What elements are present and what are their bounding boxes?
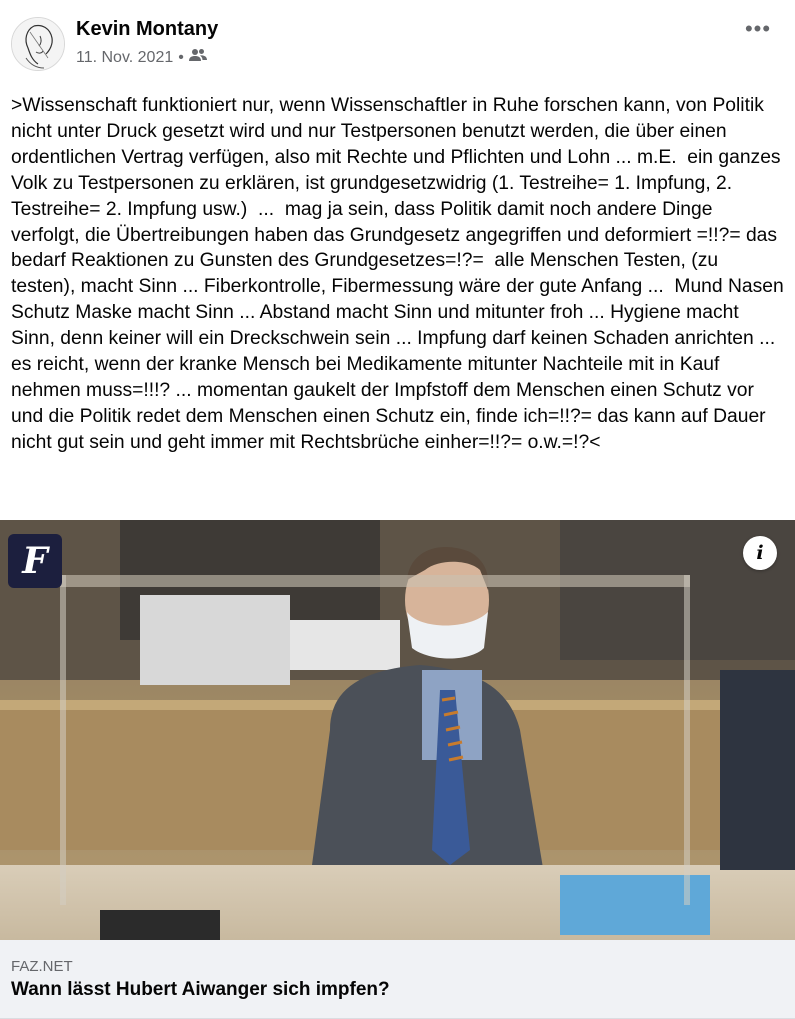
meta-separator: • (178, 48, 184, 66)
parliament-photo-image (0, 520, 795, 940)
post-text: >Wissenschaft funktioniert nur, wenn Wissenschaftler in Ruhe forschen kann, von Politik nicht unter Druck gesetzt wird und nur Testpersonen benutzt werden, die über einen ordentlichen Vertrag verfügen, also mit Rechte und Pflichten und Lohn ... m.E. ein ganzes Volk zu Testpersonen zu erklären, ist grundgesetzwidrig (1. Testreihe= 1. Impfung, 2. Testreihe= 2. Impfung usw.) ... mag ja sein, dass Politik damit noch andere Dinge verfolgt, die Übertreibungen haben das Grundgesetz angegriffen und deformiert =!!?= das bedarf Reaktionen zu Gunsten des Grundgesetzes=!?= alle Menschen Testen, (zu testen), macht Sinn ... Fiberkontrolle, Fibermessung wäre der gute Anfang ... Mund Nasen Schutz Maske macht Sinn ... Abstand macht Sinn und mitunter froh ... Hygiene macht Sinn, denn keiner will ein Dreckschwein sein ... Impfung darf keinen Schaden anrichten ... es reicht, wenn der kranke Mensch bei Medikamente mitunter Nachteile mit in Kauf nehmen muss=!!!? ... momentan gaukelt der Impfstoff dem Menschen einen Schutz vor und die Politik redet dem Menschen einen Schutz ein, finde ich=!!?= das kann auf Dauer nicht gut sein und geht immer mit Rechtsbrüche einher=!!?= o.w.=!?< (11, 95, 790, 453)
info-icon[interactable]: i (743, 536, 777, 570)
post-header (0, 0, 795, 80)
article-photo[interactable] (0, 520, 795, 940)
post-date[interactable]: 11. Nov. 2021 (76, 48, 174, 66)
avatar-sketch-image (12, 18, 64, 70)
faz-logo-icon (8, 534, 62, 588)
author-name[interactable]: Kevin Montany (76, 18, 219, 40)
link-preview-footer[interactable] (0, 940, 795, 1019)
link-preview-card[interactable] (0, 520, 795, 1019)
friends-icon[interactable] (189, 48, 207, 67)
faz-logo-letter: F (22, 540, 48, 582)
more-options-icon[interactable]: ••• (744, 16, 772, 41)
link-title[interactable]: Wann lässt Hubert Aiwanger sich impfen? (11, 979, 390, 1000)
post-meta (76, 48, 207, 67)
link-domain: FAZ.NET (11, 958, 73, 975)
avatar[interactable] (11, 17, 65, 71)
